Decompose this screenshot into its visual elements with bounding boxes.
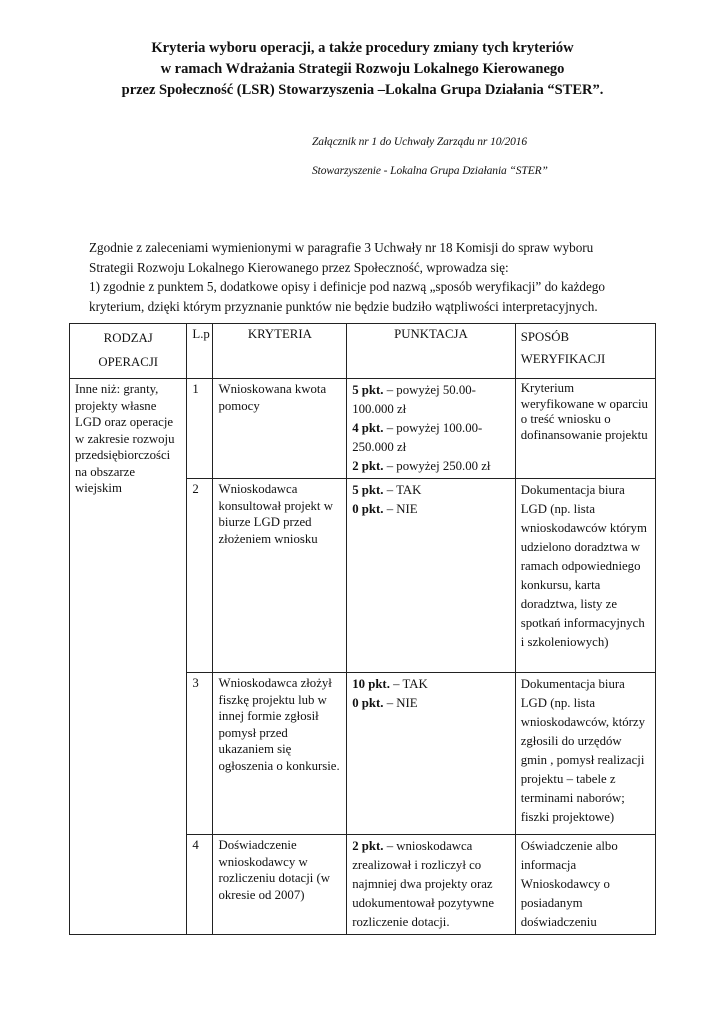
points-desc: – TAK: [383, 483, 422, 497]
points-value: 0 pkt.: [352, 696, 384, 710]
points-line: [352, 381, 510, 419]
points-value: 5 pkt.: [352, 483, 384, 497]
annex-organization: Stowarzyszenie - Lokalna Grupa Działania “STER”: [312, 165, 548, 177]
verification-cell: Oświadczenie albo informacja Wnioskodawcy o posiadanym doświadczeniu: [515, 835, 655, 935]
intro-line: Strategii Rozwoju Lokalnego Kierowanego przez Społeczność, wprowadza się:: [89, 259, 509, 275]
intro-line: 1) zgodnie z punktem 5, dodatkowe opisy i definicje pod nazwą „sposób weryfikacji” do każdego: [89, 279, 605, 294]
lp-cell: 3: [187, 673, 213, 835]
points-cell: [347, 379, 516, 479]
title-line: przez Społeczność (LSR) Stowarzyszenia –Lokalna Grupa Działania “STER”.: [121, 82, 604, 98]
lp-cell: 1: [187, 379, 213, 479]
intro-line: kryterium, dzięki którym przyznanie punktów nie będzie budziło wątpliwości interpretacyjnych.: [89, 298, 598, 314]
points-desc: – wnioskodawca zrealizował i rozliczył co najmniej dwa projekty oraz udokumentował pozytywne rozliczenie dotacji.: [352, 839, 495, 929]
points-line: [352, 675, 510, 694]
verification-cell: Kryterium weryfikowane w oparciu o treść wniosku o dofinansowanie projektu: [515, 379, 655, 479]
points-cell: [347, 673, 516, 835]
criterion-cell: Wnioskodawca konsultował projekt w biurze LGD przed złożeniem wniosku: [213, 479, 347, 673]
points-desc: – powyżej 100.00-250.000 zł: [352, 421, 483, 454]
points-line: [352, 837, 510, 932]
lp-cell: 4: [187, 835, 213, 935]
criterion-cell: Wnioskowana kwota pomocy: [213, 379, 347, 479]
header-criteria: KRYTERIA: [213, 324, 347, 379]
header-label: SPOSÓB: [520, 330, 570, 344]
header-points: PUNKTACJA: [347, 324, 516, 379]
points-cell: [347, 479, 516, 673]
points-desc: – powyżej 50.00-100.000 zł: [352, 383, 476, 416]
document-title: [40, 38, 685, 101]
points-desc: – NIE: [383, 696, 418, 710]
points-value: 2 pkt.: [352, 459, 384, 473]
points-value: 0 pkt.: [352, 502, 384, 516]
points-value: 2 pkt.: [352, 839, 384, 853]
operation-type-cell: Inne niż: granty, projekty własne LGD oraz operacje w zakresie rozwoju przedsiębiorczości na obszarze wiejskim: [70, 379, 187, 935]
points-value: 5 pkt.: [352, 383, 384, 397]
verification-cell: Dokumentacja biura LGD (np. lista wnioskodawców, którzy zgłosili do urzędów gmin , pomysł realizacji projektu – tabele z terminami naborów; fiszki projektowe): [515, 673, 655, 835]
intro-line: Zgodnie z zaleceniami wymienionymi w paragrafie 3 Uchwały nr 18 Komisji do spraw wyboru: [89, 240, 594, 255]
header-lp: L.p: [187, 324, 213, 379]
table-row: [70, 379, 656, 479]
intro-paragraph: [89, 238, 649, 316]
points-cell: [347, 835, 516, 935]
points-desc: – NIE: [383, 502, 418, 516]
header-label: RODZAJ: [103, 331, 153, 345]
lp-cell: 2: [187, 479, 213, 673]
points-desc: – powyżej 250.00 zł: [383, 459, 491, 473]
header-verification: [515, 324, 655, 379]
points-value: 4 pkt.: [352, 421, 384, 435]
criterion-cell: Wnioskodawca złożył fiszkę projektu lub w innej formie zgłosił pomysł przed ukazaniem się ogłoszenia o konkursie.: [213, 673, 347, 835]
title-line: Kryteria wyboru operacji, a także procedury zmiany tych kryteriów: [151, 40, 574, 56]
points-line: [352, 457, 510, 476]
points-value: 10 pkt.: [352, 677, 390, 691]
points-line: [352, 419, 510, 457]
points-desc: – TAK: [389, 677, 428, 691]
annex-reference: Załącznik nr 1 do Uchwały Zarządu nr 10/2016: [312, 136, 528, 148]
header-operation-type: [70, 324, 187, 379]
points-line: [352, 694, 510, 713]
header-label: OPERACJI: [98, 355, 159, 369]
header-label: WERYFIKACJI: [520, 352, 606, 366]
table-header-row: [70, 324, 656, 379]
points-line: [352, 500, 510, 519]
title-line: w ramach Wdrażania Strategii Rozwoju Lokalnego Kierowanego: [160, 61, 565, 77]
points-line: [352, 481, 510, 500]
criterion-cell: Doświadczenie wnioskodawcy w rozliczeniu dotacji (w okresie od 2007): [213, 835, 347, 935]
verification-cell: Dokumentacja biura LGD (np. lista wnioskodawców którym udzielono doradztwa w ramach odpowiedniego konkursu, karta doradztwa, listy ze spotkań informacyjnych i szkoleniowych): [515, 479, 655, 673]
criteria-table: [69, 323, 656, 935]
